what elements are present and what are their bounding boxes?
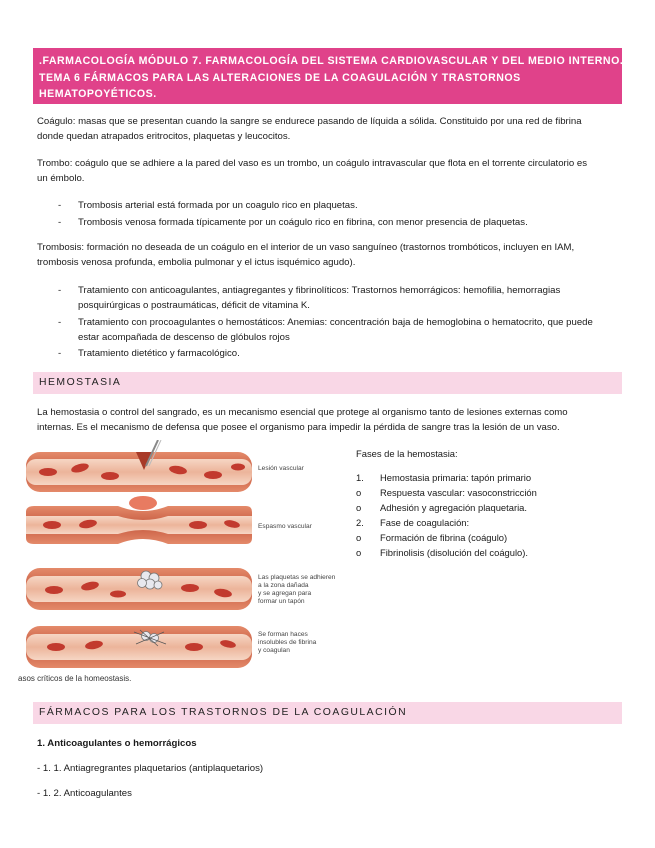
vessel-fibrin (26, 626, 252, 668)
vessel-platelets (26, 568, 252, 610)
title-line-2: TEMA 6 FÁRMACOS PARA LAS ALTERACIONES DE LA COAGULACIÓN Y TRASTORNOS (39, 71, 521, 84)
trombosis-paragraph (37, 240, 617, 270)
trombosis-line-1: Trombosis: formación no deseada de un coágulo en el interior de un vaso sanguíneo (trastornos trombóticos, incluyen en IAM, (37, 242, 575, 253)
document-page: .FARMACOLOGÍA MÓDULO 7. FARMACOLOGÍA DEL SISTEMA CARDIOVASCULAR Y DEL MEDIO INTERNO. TEMA 6 FÁRMACOS PARA LAS ALTERACIONES DE LA COAGULACIÓN Y TRASTORNOS HEMATOPOYÉTICOS. Coágulo: masas que se presentan cuando la sangre se endurece pasando de líquida a sólida. Constituido por una red de fibrina donde quedan atrapados eritrocitos, plaquetas y leucocitos. Trombo: coágulo que se adhiere a la pared del vaso es un trombo, un coágulo intravascular que flota en el torrente circulatorio es un émbolo. - Trombosis arterial está formada por un coagulo rico en plaquetas. - Trombosis venosa formada típicamente por un coágulo rico en fibrina, con menor presencia de plaquetas. Trombosis: formación no deseada de un coágulo en el interior de un vaso sanguíneo (trastornos trombóticos, incluyen en IAM, trombosis venosa profunda, embolia pulmonar y el ictus isquémico agudo). - Tratamiento con anticoagulantes, antiagregantes y fibrinolíticos: Trastornos hemorrágicos: hemofilia, hemorragias posquirúrgicas o postraumáticas, déficit de vitamina K. - Tratamiento con procoagulantes o hemostáticos: Anemias: concentración baja de hemoglobina o hematocrito, que puede estar acompañada de descenso de glóbulos rojos - Tratamiento dietético y farmacológico. HEMOSTASIA La hemostasia o control del sangrado, es un mecanismo esencial que protege al organismo tanto de lesiones externas como internas. Es el mecanismo de defensa que posee el organismo para impedir la pérdida de sangre tras la lesión de un vaso. Lesión vascular Espasmo vascular Las plaquetas se adhieren a la zona dañada y se agregan para formar un tapón Se forman haces insolubles de fibrina y coagulan asos críticos de la homeostasis. Fases de la hemostasia: 1. Hemostasia primaria: tapón primario o Respuesta vascular: vasoconstricción o Adhesión y agregación plaquetaria. 2. Fase de coagulación: o Formación de fibrina (coágulo) o Fibrinolisis (disolución del coágulo). FÁRMACOS PARA LOS TRASTORNOS DE LA COAGULACIÓN 1. Anticoagulantes o hemorrágicos - 1. 1. Antiagregrantes plaquetarios (antiplaquetarios) - 1. 2. Anticoagulantes (0, 0, 655, 848)
phase-item: o Adhesión y agregación plaquetaria. (356, 502, 527, 513)
hemostasia-line-1: La hemostasia o control del sangrado, es un mecanismo esencial que protege al organismo tanto de lesiones externas como (37, 407, 568, 418)
figure-caption: asos críticos de la homeostasis. (18, 674, 132, 683)
erythrocyte (43, 521, 61, 529)
hemostasis-illustration (18, 440, 338, 686)
label-plaquetas-1: Las plaquetas se adhieren (258, 574, 336, 581)
title-line-3: HEMATOPOYÉTICOS. (39, 88, 157, 100)
phases-list (356, 446, 616, 560)
vessel-lesion (26, 440, 252, 492)
label-fibrina-3: y coagulan (258, 647, 290, 654)
erythrocyte (45, 586, 63, 594)
trombo-paragraph (37, 156, 617, 186)
title-line-1: .FARMACOLOGÍA MÓDULO 7. FARMACOLOGÍA DEL SISTEMA CARDIOVASCULAR Y DEL MEDIO INTERNO. (39, 55, 624, 67)
trombo-line-1: Trombo: coágulo que se adhiere a la pared del vaso es un trombo, un coágulo intravascular que flota en el torrente circulatorio es (37, 158, 588, 169)
subheading-anticoagulantes-2: - 1. 2. Anticoagulantes (37, 788, 132, 799)
hemostasia-paragraph (37, 405, 617, 435)
vessel-spasm (26, 496, 252, 544)
section-heading-farmacos: FÁRMACOS PARA LOS TRASTORNOS DE LA COAGULACIÓN (33, 702, 622, 724)
subheading-anticoagulantes: 1. Anticoagulantes o hemorrágicos (37, 738, 197, 749)
phase-item: 1. Hemostasia primaria: tapón primario (356, 472, 532, 483)
trombo-line-2: un émbolo. (37, 173, 85, 184)
phases-title: Fases de la hemostasia: (356, 448, 458, 459)
label-espasmo: Espasmo vascular (258, 523, 312, 530)
phase-item: o Fibrinolisis (disolución del coágulo). (356, 547, 528, 558)
erythrocyte (101, 472, 119, 480)
label-fibrina-2: insolubles de fibrina (258, 639, 317, 646)
section-heading-hemostasia: HEMOSTASIA (33, 372, 622, 394)
erythrocyte (110, 591, 126, 598)
erythrocyte (39, 468, 57, 476)
blood-leak (129, 496, 157, 510)
trombosis-line-2: trombosis venosa profunda, embolia pulmonar y el ictus isquémico agudo). (37, 257, 356, 268)
coagulo-line-1: Coágulo: masas que se presentan cuando la sangre se endurece pasando de líquida a sólida. Constituido por una red de fibrina (37, 116, 582, 127)
coagulo-paragraph (37, 114, 617, 144)
erythrocyte (181, 584, 199, 592)
figure-labels (258, 465, 336, 654)
label-plaquetas-3: y se agregan para (258, 590, 312, 597)
erythrocyte (189, 521, 207, 529)
erythrocyte (47, 643, 65, 651)
phase-item: 2. Fase de coagulación: (356, 517, 470, 528)
label-plaquetas-4: formar un tapón (258, 598, 305, 605)
subheading-antiagregantes: - 1. 1. Antiagregrantes plaquetarios (antiplaquetarios) (37, 763, 264, 774)
label-plaquetas-2: a la zona dañada (258, 582, 309, 589)
title-banner (33, 48, 622, 104)
phase-item: o Respuesta vascular: vasoconstricción (356, 487, 537, 498)
phase-item: o Formación de fibrina (coágulo) (356, 532, 508, 543)
hemostasia-line-2: internas. Es el mecanismo de defensa que posee el organismo para impedir la pérdida de sangre tras la lesión de un vaso. (37, 422, 560, 433)
erythrocyte (204, 471, 222, 479)
label-fibrina-1: Se forman haces (258, 631, 308, 638)
erythrocyte (231, 464, 245, 471)
label-lesion: Lesión vascular (258, 465, 304, 472)
coagulo-line-2: donde quedan atrapados eritrocitos, plaquetas y leucocitos. (37, 131, 291, 142)
erythrocyte (185, 643, 203, 651)
